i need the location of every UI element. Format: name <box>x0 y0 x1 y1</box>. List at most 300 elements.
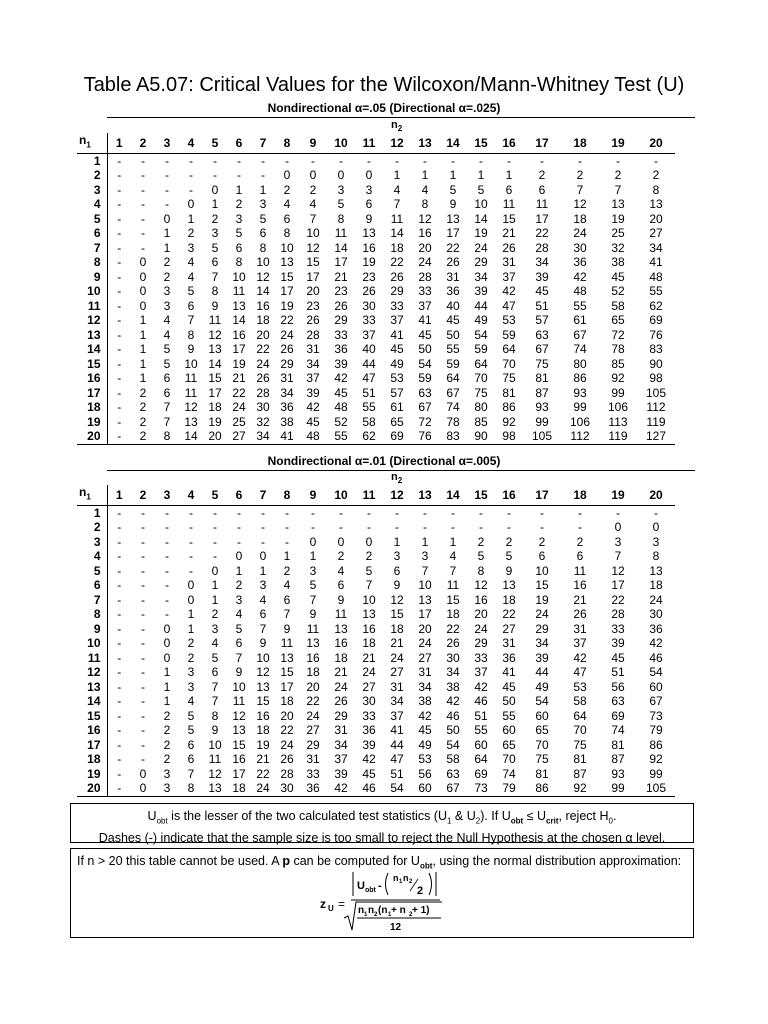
column-header-n2: 16 <box>495 485 523 505</box>
critical-value-cell: 47 <box>573 665 587 680</box>
critical-value-cell: 92 <box>561 781 599 796</box>
critical-value-cell: 13 <box>362 607 376 622</box>
critical-value-cell: - <box>141 636 145 651</box>
critical-value-cell: 99 <box>649 766 663 781</box>
critical-value-cell: 14 <box>232 313 246 328</box>
critical-value-cell: 54 <box>649 665 663 680</box>
critical-value-cell: 10 <box>232 679 246 694</box>
critical-value-cell: 45 <box>611 269 625 284</box>
critical-value-cell: 33 <box>418 284 432 299</box>
column-header-n2: 5 <box>203 133 227 153</box>
critical-value-cell: 49 <box>390 356 404 371</box>
critical-value-cell: 24 <box>280 737 294 752</box>
table-row <box>77 299 675 314</box>
critical-value-cell: 61 <box>573 313 587 328</box>
critical-value-cell: 11 <box>502 197 516 212</box>
critical-value-cell: 24 <box>232 400 246 415</box>
critical-value-cell: 40 <box>446 298 460 313</box>
critical-value-cell: 16 <box>474 592 488 607</box>
critical-value-cell: 7 <box>211 269 219 284</box>
critical-value-cell: 26 <box>334 298 348 313</box>
critical-value-cell: 37 <box>390 313 404 328</box>
column-header-n2: 4 <box>179 133 203 153</box>
critical-value-cell: 6 <box>211 665 219 680</box>
critical-value-cell: 22 <box>256 342 270 357</box>
critical-value-cell: 9 <box>337 592 345 607</box>
critical-value-cell: - <box>117 549 122 564</box>
critical-value-cell: 67 <box>573 327 587 342</box>
critical-value-cell: 17 <box>446 226 460 241</box>
critical-value-cell: - <box>117 269 122 284</box>
row-header-n1: 1 <box>77 153 107 168</box>
critical-value-cell: 12 <box>611 563 625 578</box>
critical-value-cell: 70 <box>573 723 587 738</box>
row-header-n1: 7 <box>77 593 107 608</box>
critical-value-cell: 12 <box>256 269 270 284</box>
critical-value-cell: 5 <box>163 342 171 357</box>
critical-value-cell: 3 <box>163 284 171 299</box>
critical-value-cell: 24 <box>256 356 270 371</box>
critical-value-cell: 53 <box>418 752 432 767</box>
critical-value-cell: 85 <box>611 356 625 371</box>
critical-value-cell: 52 <box>334 414 348 429</box>
critical-value-cell: 81 <box>573 752 587 767</box>
critical-value-cell: 93 <box>611 766 625 781</box>
critical-value-cell: 4 <box>421 182 429 197</box>
row-header-n1: 18 <box>77 752 107 767</box>
critical-value-cell: 42 <box>334 371 348 386</box>
critical-value-cell: 4 <box>283 197 291 212</box>
critical-value-cell: - <box>654 505 658 520</box>
critical-value-cell: 7 <box>449 563 457 578</box>
row-header-n1: 2 <box>77 520 107 535</box>
row-header-n1: 12 <box>77 665 107 680</box>
critical-value-cell: 14 <box>334 240 348 255</box>
row-header-n1: 14 <box>77 694 107 709</box>
critical-value-cell: 4 <box>337 563 345 578</box>
critical-value-cell: 81 <box>611 737 625 752</box>
critical-value-cell: 18 <box>334 650 348 665</box>
critical-value-cell: 15 <box>446 592 460 607</box>
critical-value-cell: 14 <box>390 226 404 241</box>
table-row <box>77 168 675 183</box>
critical-value-cell: 8 <box>652 549 660 564</box>
table-row <box>77 549 675 564</box>
critical-value-cell: 18 <box>502 592 516 607</box>
critical-value-cell: 18 <box>280 694 294 709</box>
row-header-n1: 3 <box>77 535 107 550</box>
critical-value-cell: 9 <box>211 298 219 313</box>
critical-value-cell: - <box>339 505 343 520</box>
critical-value-cell: 37 <box>306 371 320 386</box>
critical-value-cell: 2 <box>139 400 147 415</box>
critical-value-cell: 81 <box>535 766 549 781</box>
critical-value-cell: 38 <box>446 679 460 694</box>
critical-value-cell: 26 <box>334 694 348 709</box>
critical-value-cell: 34 <box>446 665 460 680</box>
table-row <box>77 636 675 651</box>
critical-value-cell: 20 <box>418 621 432 636</box>
critical-value-cell: 51 <box>474 708 488 723</box>
critical-value-cell: - <box>141 240 145 255</box>
critical-value-cell: 24 <box>280 327 294 342</box>
z-score-formula <box>318 866 468 936</box>
critical-value-cell: 25 <box>611 226 625 241</box>
critical-value-cell: 18 <box>208 400 222 415</box>
critical-value-cell: 21 <box>362 650 376 665</box>
den-paren-n1-sub: 1 <box>388 912 392 918</box>
critical-value-cell: 11 <box>390 211 404 226</box>
critical-value-cell: - <box>395 153 399 168</box>
critical-value-cell: 5 <box>235 621 243 636</box>
critical-value-cell: 33 <box>390 298 404 313</box>
critical-value-cell: 39 <box>474 284 488 299</box>
critical-value-cell: 19 <box>232 356 246 371</box>
critical-value-cell: 16 <box>362 240 376 255</box>
column-header-n2: 4 <box>179 485 203 505</box>
n1-header: $n_1$ <box>77 485 107 505</box>
formula-minus: - <box>378 880 382 892</box>
column-header-n2: 8 <box>275 133 299 153</box>
critical-value-cell: 98 <box>495 429 523 444</box>
critical-value-cell: 39 <box>334 766 348 781</box>
critical-value-cell: 5 <box>477 549 485 564</box>
critical-value-cell: - <box>141 679 145 694</box>
column-header-n2: 19 <box>599 485 637 505</box>
critical-value-cell: - <box>367 153 371 168</box>
critical-value-cell: 58 <box>573 694 587 709</box>
critical-value-cell: 17 <box>280 679 294 694</box>
critical-value-cell: 26 <box>390 269 404 284</box>
critical-values-table-alpha-05 <box>77 133 675 445</box>
critical-value-cell: 2 <box>187 636 195 651</box>
table-row <box>77 371 675 386</box>
critical-value-cell: - <box>261 153 265 168</box>
critical-value-cell: 75 <box>535 356 549 371</box>
critical-value-cell: 50 <box>446 327 460 342</box>
critical-value-cell: 39 <box>362 737 376 752</box>
critical-value-cell: - <box>189 153 193 168</box>
critical-value-cell: 34 <box>390 694 404 709</box>
row-header-n1: 6 <box>77 226 107 241</box>
critical-value-cell: 1 <box>449 168 457 183</box>
critical-value-cell: - <box>540 505 544 520</box>
row-header-n1: 4 <box>77 549 107 564</box>
critical-value-cell: 1 <box>139 371 147 386</box>
critical-value-cell: 6 <box>235 240 243 255</box>
critical-value-cell: 9 <box>393 578 401 593</box>
critical-value-cell: 24 <box>418 255 432 270</box>
critical-value-cell: 46 <box>446 708 460 723</box>
column-header-n2: 18 <box>561 485 599 505</box>
critical-value-cell: 75 <box>573 737 587 752</box>
critical-value-cell: 76 <box>411 429 439 444</box>
critical-value-cell: 112 <box>561 429 599 444</box>
critical-value-cell: 1 <box>211 592 219 607</box>
table-row <box>77 607 675 622</box>
critical-value-cell: 32 <box>611 240 625 255</box>
critical-value-cell: 1 <box>235 182 243 197</box>
critical-value-cell: 65 <box>502 737 516 752</box>
critical-value-cell: 55 <box>327 429 355 444</box>
critical-value-cell: 2 <box>505 534 513 549</box>
critical-value-cell: 17 <box>280 284 294 299</box>
critical-value-cell: 92 <box>649 752 663 767</box>
critical-value-cell: - <box>311 520 315 535</box>
column-header-n2: 10 <box>327 485 355 505</box>
critical-value-cell: 10 <box>280 240 294 255</box>
critical-value-cell: 21 <box>256 752 270 767</box>
table-row <box>77 767 675 782</box>
critical-value-cell: 67 <box>535 342 549 357</box>
critical-value-cell: 38 <box>611 255 625 270</box>
table-row <box>77 153 675 168</box>
critical-value-cell: 18 <box>573 211 587 226</box>
critical-value-cell: - <box>141 737 145 752</box>
critical-value-cell: - <box>117 313 122 328</box>
critical-value-cell: 127 <box>637 429 675 444</box>
critical-value-cell: 3 <box>187 665 195 680</box>
den-plus-one: + 1) <box>412 905 430 916</box>
critical-value-cell: 58 <box>611 298 625 313</box>
critical-value-cell: - <box>165 168 169 183</box>
table-row <box>77 578 675 593</box>
row-header-n1: 10 <box>77 636 107 651</box>
critical-value-cell: 45 <box>418 327 432 342</box>
critical-value-cell: 19 <box>280 298 294 313</box>
critical-value-cell: 11 <box>446 578 460 593</box>
critical-value-cell: 16 <box>306 650 320 665</box>
column-header-n2: 2 <box>131 133 155 153</box>
critical-value-cell: 39 <box>306 385 320 400</box>
critical-value-cell: 13 <box>334 621 348 636</box>
critical-value-cell: 86 <box>573 371 587 386</box>
critical-value-cell: 41 <box>649 255 663 270</box>
column-header-n2: 3 <box>155 133 179 153</box>
critical-value-cell: 63 <box>418 385 432 400</box>
critical-value-cell: 51 <box>362 385 376 400</box>
critical-value-cell: - <box>165 520 169 535</box>
critical-value-cell: 33 <box>334 327 348 342</box>
critical-value-cell: 5 <box>235 226 243 241</box>
critical-value-cell: 31 <box>502 255 516 270</box>
critical-value-cell: 1 <box>477 168 485 183</box>
critical-value-cell: 20 <box>256 327 270 342</box>
critical-value-cell: 6 <box>393 563 401 578</box>
critical-value-cell: 8 <box>421 197 429 212</box>
critical-value-cell: - <box>117 226 122 241</box>
critical-value-cell: 15 <box>232 737 246 752</box>
den-n1-sub: 1 <box>364 912 368 918</box>
critical-value-cell: 2 <box>163 269 171 284</box>
critical-value-cell: 60 <box>649 679 663 694</box>
critical-value-cell: 48 <box>649 269 663 284</box>
critical-value-cell: 36 <box>299 781 327 796</box>
row-header-n1: 5 <box>77 564 107 579</box>
critical-value-cell: - <box>339 520 343 535</box>
critical-value-cell: 9 <box>187 342 195 357</box>
critical-value-cell: 26 <box>502 240 516 255</box>
critical-value-cell: 42 <box>306 400 320 415</box>
critical-value-cell: 34 <box>280 385 294 400</box>
critical-value-cell: 83 <box>439 429 467 444</box>
critical-value-cell: 47 <box>502 298 516 313</box>
critical-value-cell: 5 <box>477 182 485 197</box>
critical-value-cell: 41 <box>390 723 404 738</box>
critical-value-cell: 78 <box>446 414 460 429</box>
critical-value-cell: 40 <box>362 342 376 357</box>
critical-value-cell: 0 <box>259 549 267 564</box>
large-sample-text: If n > 20 this table cannot be used. A p can be computed for $U_{obt}$, using the normal distribution approximation: <box>77 854 682 871</box>
critical-value-cell: 26 <box>446 636 460 651</box>
critical-value-cell: 45 <box>362 766 376 781</box>
section2-heading: Nondirectional α=.01 (Directional α=.005) <box>267 454 501 468</box>
critical-value-cell: 29 <box>306 737 320 752</box>
critical-value-cell: 8 <box>155 429 179 444</box>
critical-value-cell: 13 <box>502 578 516 593</box>
critical-value-cell: 37 <box>474 665 488 680</box>
table-row <box>77 415 675 430</box>
critical-value-cell: 13 <box>446 211 460 226</box>
critical-value-cell: 3 <box>187 679 195 694</box>
critical-value-cell: 2 <box>139 414 147 429</box>
critical-value-cell: 0 <box>139 298 147 313</box>
critical-value-cell: 11 <box>306 621 320 636</box>
critical-value-cell: 22 <box>306 694 320 709</box>
critical-value-cell: 3 <box>259 578 267 593</box>
critical-value-cell: 20 <box>306 679 320 694</box>
critical-value-cell: 2 <box>163 752 171 767</box>
critical-value-cell: 15 <box>208 371 222 386</box>
critical-value-cell: 2 <box>235 197 243 212</box>
critical-value-cell: 49 <box>535 679 549 694</box>
critical-value-cell: 0 <box>365 168 373 183</box>
critical-value-cell: 1 <box>163 694 171 709</box>
critical-value-cell: 10 <box>535 563 549 578</box>
critical-value-cell: 26 <box>362 284 376 299</box>
critical-value-cell: 2 <box>187 650 195 665</box>
critical-value-cell: 53 <box>390 371 404 386</box>
critical-value-cell: - <box>141 607 145 622</box>
critical-value-cell: 1 <box>163 226 171 241</box>
table-row <box>77 197 675 212</box>
critical-value-cell: 54 <box>383 781 411 796</box>
critical-value-cell: 54 <box>446 737 460 752</box>
row-header-n1: 5 <box>77 212 107 227</box>
critical-value-cell: 0 <box>365 534 373 549</box>
row-header-n1: 17 <box>77 386 107 401</box>
critical-value-cell: - <box>237 520 241 535</box>
critical-value-cell: - <box>117 534 122 549</box>
table-row <box>77 709 675 724</box>
column-header-n2: 12 <box>383 485 411 505</box>
critical-value-cell: 2 <box>283 182 291 197</box>
critical-value-cell: 29 <box>334 708 348 723</box>
critical-value-cell: 4 <box>283 578 291 593</box>
critical-value-cell: 49 <box>418 737 432 752</box>
critical-value-cell: 15 <box>535 578 549 593</box>
row-header-n1: 9 <box>77 270 107 285</box>
critical-value-cell: 10 <box>418 578 432 593</box>
critical-value-cell: 2 <box>131 429 155 444</box>
critical-value-cell: 2 <box>365 549 373 564</box>
critical-value-cell: - <box>117 723 122 738</box>
critical-value-cell: - <box>141 752 145 767</box>
critical-value-cell: 34 <box>334 737 348 752</box>
critical-value-cell: 1 <box>259 182 267 197</box>
table-row <box>77 535 675 550</box>
critical-value-cell: 27 <box>227 429 251 444</box>
column-header-n2: 15 <box>467 485 495 505</box>
table-row <box>77 400 675 415</box>
frac-num-n1: n <box>393 873 399 883</box>
critical-value-cell: 5 <box>337 197 345 212</box>
critical-value-cell: 27 <box>306 723 320 738</box>
critical-value-cell: - <box>117 211 122 226</box>
critical-value-cell: 1 <box>187 621 195 636</box>
critical-value-cell: 26 <box>573 607 587 622</box>
critical-value-cell: 1 <box>163 240 171 255</box>
critical-value-cell: 62 <box>649 298 663 313</box>
critical-value-cell: 24 <box>334 679 348 694</box>
critical-value-cell: - <box>189 549 193 564</box>
critical-value-cell: 60 <box>535 708 549 723</box>
critical-value-cell: 18 <box>256 313 270 328</box>
critical-value-cell: 7 <box>576 182 584 197</box>
critical-value-cell: 10 <box>474 197 488 212</box>
table-row <box>77 357 675 372</box>
critical-value-cell: 49 <box>474 313 488 328</box>
critical-value-cell: - <box>141 592 145 607</box>
critical-value-cell: 16 <box>334 636 348 651</box>
critical-value-cell: 13 <box>649 563 663 578</box>
critical-value-cell: 54 <box>535 694 549 709</box>
critical-value-cell: 9 <box>505 563 513 578</box>
critical-value-cell: - <box>213 153 217 168</box>
critical-value-cell: - <box>117 240 122 255</box>
critical-value-cell: 13 <box>611 197 625 212</box>
critical-value-cell: 0 <box>337 168 345 183</box>
critical-value-cell: 13 <box>184 414 198 429</box>
table-row <box>77 342 675 357</box>
critical-value-cell: 12 <box>418 211 432 226</box>
critical-value-cell: - <box>189 534 193 549</box>
critical-value-cell: 3 <box>421 549 429 564</box>
table-row <box>77 429 675 444</box>
table-row <box>77 284 675 299</box>
column-header-n2: 17 <box>523 485 561 505</box>
critical-value-cell: 16 <box>232 752 246 767</box>
column-header-n2: 9 <box>299 133 327 153</box>
section2-n2-label: $n_2$ <box>391 471 403 486</box>
critical-value-cell: 10 <box>362 592 376 607</box>
column-header-n2: 19 <box>599 133 637 153</box>
critical-value-cell: 6 <box>365 197 373 212</box>
critical-value-cell: 17 <box>208 385 222 400</box>
critical-value-cell: 10 <box>184 356 198 371</box>
critical-value-cell: 24 <box>390 650 404 665</box>
critical-value-cell: - <box>117 342 122 357</box>
critical-value-cell: 22 <box>535 226 549 241</box>
critical-value-cell: - <box>395 505 399 520</box>
critical-value-cell: 6 <box>283 211 291 226</box>
critical-value-cell: 19 <box>474 226 488 241</box>
section1-n2-label: $n_2$ <box>391 119 403 134</box>
critical-value-cell: 2 <box>139 385 147 400</box>
critical-value-cell: - <box>285 505 289 520</box>
interpretation-note <box>70 803 694 843</box>
critical-value-cell: - <box>165 563 169 578</box>
